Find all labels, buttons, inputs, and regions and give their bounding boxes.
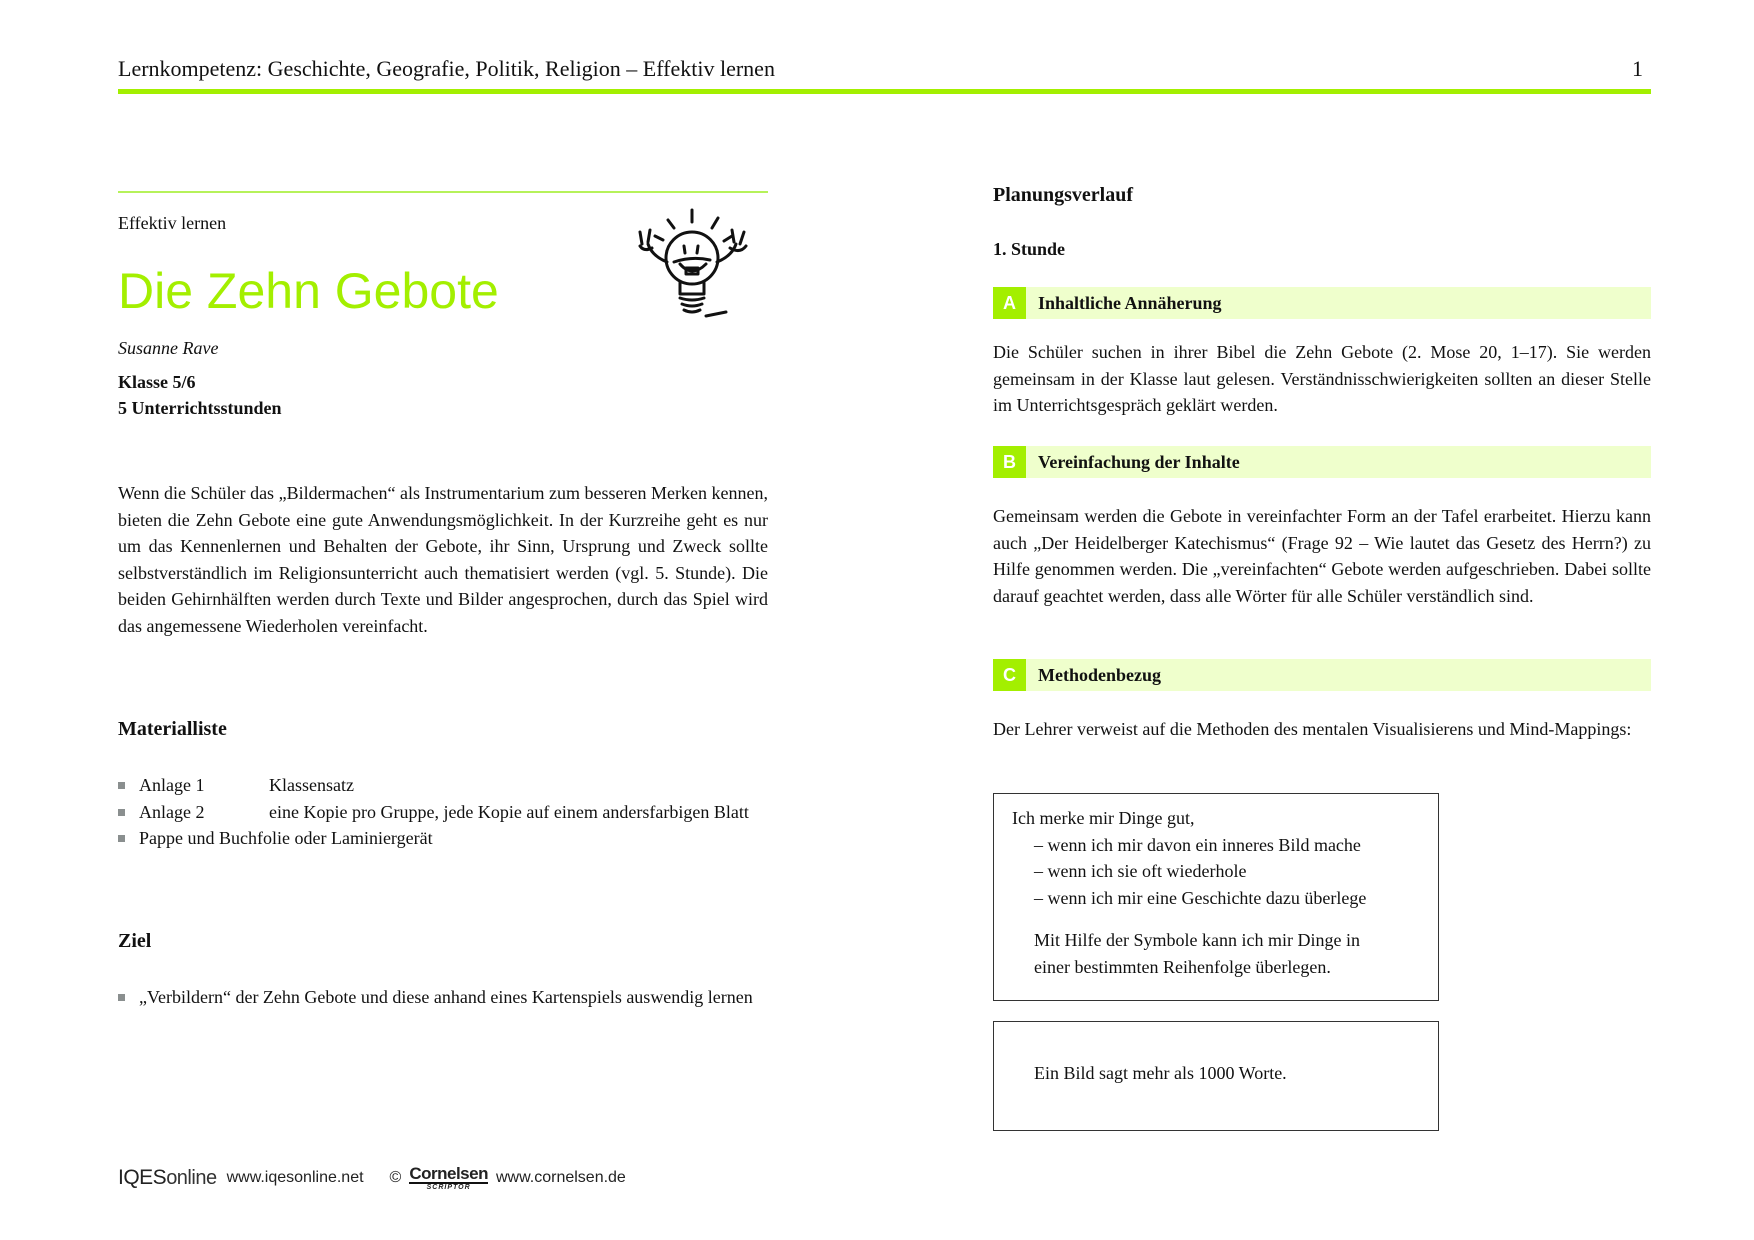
memory-tips-box	[993, 793, 1439, 1001]
section-badge: B	[993, 446, 1026, 478]
section-header-b	[993, 446, 1651, 478]
iqes-logo	[118, 1166, 217, 1190]
section-a-text: Die Schüler suchen in ihrer Bibel die Zehn Gebote (2. Mose 20, 1–17). Sie werden gemeinsam in der Klasse laut gelesen. Verständnisschwierigkeiten sollten an dieser Stelle im Unterrichtsgespräch geklärt werden.	[993, 342, 1651, 416]
header-rule	[118, 89, 1651, 94]
box-item: – wenn ich sie oft wiederhole	[1034, 861, 1247, 882]
cornelsen-url-link[interactable]: www.cornelsen.de	[495, 1169, 626, 1186]
bullet-square-icon	[118, 782, 125, 789]
footer	[118, 1166, 626, 1190]
bullet-square-icon	[118, 994, 125, 1001]
material-value: Pappe und Buchfolie oder Laminiergerät	[139, 828, 433, 849]
bullet-square-icon	[118, 809, 125, 816]
section-badge: C	[993, 659, 1026, 691]
running-header-title: Lernkompetenz: Geschichte, Geografie, Politik, Religion – Effektiv lernen	[118, 56, 775, 81]
materials-list	[118, 772, 768, 852]
section-b-text: Gemeinsam werden die Gebote in vereinfachter Form an der Tafel erarbeitet. Hierzu kann auch „Der Heidelberger Katechismus“ (Frage 92 – Wie lautet das Gesetz des Herrn?) zu Hilfe genommen werden. Die „vereinfachten“ Gebote werden aufgeschrieben. Dabei sollte darauf geachtet werden, dass alle Wörter für alle Schüler verständlich sind.	[993, 506, 1651, 606]
section-c-text: Der Lehrer verweist auf die Methoden des mentalen Visualisierens und Mind-Mappings:	[993, 719, 1632, 739]
section-title: Vereinfachung der Inhalte	[1038, 451, 1240, 472]
list-item	[118, 825, 768, 852]
material-label: Anlage 2	[139, 801, 205, 822]
section-title: Methodenbezug	[1038, 664, 1161, 685]
section-header-c	[993, 659, 1651, 691]
materials-heading: Materialliste	[118, 718, 227, 740]
iqes-url-link[interactable]: www.iqesonline.net	[226, 1169, 364, 1186]
material-label: Anlage 1	[139, 775, 205, 795]
section-title: Inhaltliche Annäherung	[1038, 292, 1222, 313]
cornelsen-logo-text: Cornelsen	[409, 1164, 488, 1183]
goal-list	[118, 984, 768, 1011]
planning-heading: Planungsverlauf	[993, 184, 1134, 206]
copyright-symbol: ©	[389, 1169, 402, 1186]
list-item	[118, 984, 768, 1011]
list-item	[118, 799, 768, 826]
box-note-line: Mit Hilfe der Symbole kann ich mir Dinge in	[1034, 930, 1360, 951]
iqes-logo-sub: online	[166, 1167, 217, 1189]
page-number: 1	[1632, 56, 1643, 81]
quote-box	[993, 1021, 1439, 1131]
lesson-count: 5 Unterrichtsstunden	[118, 398, 282, 418]
list-item	[118, 772, 768, 799]
iqes-logo-main: IQES	[118, 1166, 167, 1189]
series-label: Effektiv lernen	[118, 213, 227, 233]
box-note-line: einer bestimmten Reihenfolge überlegen.	[1034, 956, 1331, 977]
bullet-square-icon	[118, 835, 125, 842]
material-value: eine Kopie pro Gruppe, jede Kopie auf einem andersfarbigen Blatt	[269, 801, 749, 822]
intro-paragraph: Wenn die Schüler das „Bildermachen“ als Instrumentarium zum besseren Merken kennen, bieten die Zehn Gebote eine gute Anwendungsmöglichkeit. In der Kurzreihe geht es nur um das Kennenlernen und Behalten der Gebote, ihr Sinn, Ursprung und Zweck sollte selbstverständlich im Religionsunterricht auch thematisiert werden (vgl. 5. Stunde). Die beiden Gehirnhälften werden durch Texte und Bilder angesprochen, durch das Spiel wird das angemessene Wiederholen vereinfacht.	[118, 483, 768, 636]
quote-text: Ein Bild sagt mehr als 1000 Worte.	[1034, 1063, 1287, 1083]
lesson-heading: 1. Stunde	[993, 239, 1066, 259]
cornelsen-logo-sub: SCRIPTOR	[426, 1184, 471, 1191]
material-value: Klassensatz	[269, 775, 354, 795]
box-item: – wenn ich mir eine Geschichte dazu überlege	[1034, 887, 1367, 908]
cornelsen-logo	[409, 1165, 488, 1191]
goal-text: „Verbildern“ der Zehn Gebote und diese anhand eines Kartenspiels auswendig lernen	[139, 987, 753, 1007]
section-header-a	[993, 287, 1651, 319]
section-badge: A	[993, 287, 1026, 319]
lightbulb-mascot-icon	[622, 206, 757, 326]
document-title: Die Zehn Gebote	[118, 263, 499, 319]
section-divider	[118, 191, 768, 193]
grade-level: Klasse 5/6	[118, 372, 196, 392]
author-name: Susanne Rave	[118, 338, 219, 358]
box-intro: Ich merke mir Dinge gut,	[1012, 808, 1195, 828]
box-item: – wenn ich mir davon ein inneres Bild mache	[1034, 834, 1361, 855]
goal-heading: Ziel	[118, 930, 152, 952]
